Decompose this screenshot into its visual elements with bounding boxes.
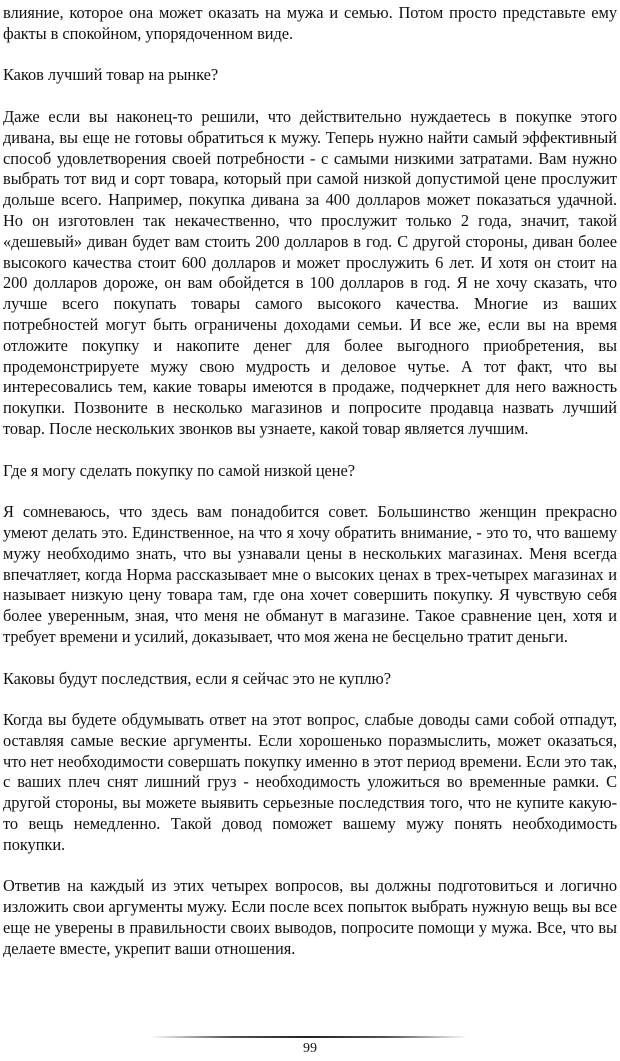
paragraph-gap bbox=[3, 481, 617, 502]
paragraph-gap bbox=[3, 45, 617, 66]
paragraph-gap bbox=[3, 689, 617, 710]
paragraph-gap bbox=[3, 86, 617, 107]
question-lowest-price: Где я могу сделать покупку по самой низкой цене? bbox=[3, 460, 355, 480]
paragraph-intro-continuation: влияние, которое она может оказать на мужа и семью. Потом просто представьте ему факты в спокойном, упорядоченном виде. bbox=[3, 3, 617, 43]
page-content bbox=[3, 3, 617, 960]
footer-divider bbox=[150, 1036, 468, 1038]
paragraph-lowest-price: Я сомневаюсь, что здесь вам понадобится совет. Большинство женщин прекрасно умеют делать это. Единственное, на что я хочу обратить внимание, - это то, что вашему мужу необходимо знать, что вы узнавали цены в нескольких магазинах. Меня всегда впечатляет, когда Норма рассказывает мне о высоких ценах в трех-четырех магазинах и называет низкую цену товара там, где она хочет совершить покупку. Я чувствую себя более уверенным, зная, что меня не обманут в магазине. Такое сравнение цен, хотя и требует времени и усилий, доказывает, что моя жена не бесцельно тратит деньги. bbox=[3, 502, 617, 646]
paragraph-best-product: Даже если вы наконец-то решили, что действительно нуждаетесь в покупке этого дивана, вы еще не готовы обратиться к мужу. Теперь нужно найти самый эффективный способ удовлетворения своей потребности - с самыми низкими затратами. Вам нужно выбрать тот вид и сорт товара, который при самой низкой допустимой цене прослужит дольше всего. Например, покупка дивана за 400 долларов может показаться удачной. Но он изготовлен так некачественно, что прослужит только 2 года, значит, такой «дешевый» диван будет вам стоить 200 долларов в год. С другой стороны, диван более высокого качества стоит 600 долларов и может прослужить 6 лет. И хотя он стоит на 200 долларов дороже, он вам обойдется в 100 долларов в год. Я не хочу сказать, что лучше всего покупать товары самого высокого качества. Многие из ваших потребностей могут быть ограничены доходами семьи. И все же, если вы на время отложите покупку и накопите денег для более выгодного приобретения, вы продемонстрируете мужу свою мудрость и деловое чутье. А тот факт, что вы интересовались тем, какие товары имеются в продаже, подчеркнет для него важность покупки. Позвоните в несколько магазинов и попросите продавца назвать лучший товар. После нескольких звонков вы узнаете, какой товар является лучшим. bbox=[3, 106, 617, 438]
paragraph-gap bbox=[3, 440, 617, 461]
paragraph-gap bbox=[3, 648, 617, 669]
paragraph-conclusion: Ответив на каждый из этих четырех вопросов, вы должны подготовиться и логично изложить свои аргументы мужу. Если после всех попыток выбрать нужную вещь вы все еще не уверены в правильности своих выводов, попросите помощи у мужа. Все, что вы делаете вместе, укрепит ваши отношения. bbox=[3, 876, 617, 958]
paragraph-consequences: Когда вы будете обдумывать ответ на этот вопрос, слабые доводы сами собой отпадут, оставляя самые веские аргументы. Если хорошенько поразмыслить, может оказаться, что нет необходимости совершать покупку именно в этот период времени. Если это так, с ваших плеч снят лишний груз - необходимость уложиться во временные рамки. С другой стороны, вы можете выявить серьезные последствия того, что не купите какую-то вещь немедленно. Такой довод поможет вашему мужу понять необходимость покупки. bbox=[3, 710, 617, 854]
paragraph-gap bbox=[3, 856, 617, 877]
question-consequences: Каковы будут последствия, если я сейчас это не куплю? bbox=[3, 668, 391, 688]
page-number: 99 bbox=[303, 1041, 317, 1056]
question-best-product: Каков лучший товар на рынке? bbox=[3, 65, 219, 85]
